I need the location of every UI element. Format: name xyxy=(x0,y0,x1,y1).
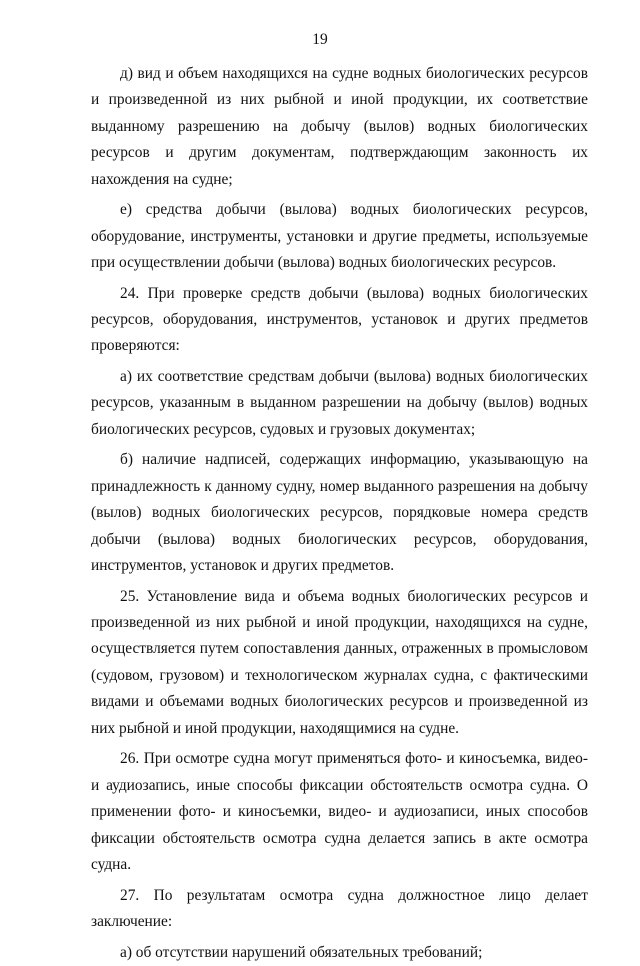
paragraph-item-e: е) средства добычи (вылова) водных биологических ресурсов, оборудование, инструменты, установки и другие предметы, используемые при осуществлении добычи (вылова) водных биологических ресурсов. xyxy=(91,201,588,272)
paragraph-item-a: а) их соответствие средствам добычи (вылова) водных биологических ресурсов, указанным в выданном разрешении на добычу (вылов) водных биологических ресурсов, судовых и грузовых документах; xyxy=(91,368,588,438)
paragraph-clause-27-item-a: а) об отсутствии нарушений обязательных требований; xyxy=(120,943,483,961)
paragraph-clause-25: 25. Установление вида и объема водных биологических ресурсов и произведенной из них рыбной и иной продукции, находящихся на судне, осуществляется путем сопоставления данных, отраженных в промысловом (судовом, грузовом) и технологическом журналах судна, с фактическими видами и объемами водных биологических ресурсов и произведенной из них рыбной и иной продукции, находящимися на судне. xyxy=(91,587,588,737)
paragraph-clause-24: 24. При проверке средств добычи (вылова) водных биологических ресурсов, оборудования, инструментов, установок и других предметов проверяются: xyxy=(91,284,588,355)
paragraph-clause-26: 26. При осмотре судна могут применяться фото- и киносъемка, видео- и аудиозапись, иные способы фиксации обстоятельств осмотра судна. О применении фото- и киносъемки, видео- и аудиозаписи, иных способов фиксации обстоятельств осмотра судна делается запись в акте осмотра судна. xyxy=(91,750,588,873)
paragraph-item-b: б) наличие надписей, содержащих информацию, указывающую на принадлежность к данному судну, номер выданного разрешения на добычу (вылов) водных биологических ресурсов, порядковые номера средств добычи (вылова) водных биологических ресурсов, оборудования, инструментов, установок и других предметов. xyxy=(91,451,588,575)
paragraph-item-d: д) вид и объем находящихся на судне водных биологических ресурсов и произведенной из них рыбной и иной продукции, их соответствие выданному разрешению на добычу (вылов) водных биологических ресурсов и другим документам, подтверждающим законность их нахождения на судне; xyxy=(91,65,588,188)
page-number: 19 xyxy=(312,31,328,48)
document-body xyxy=(91,61,588,966)
paragraph-clause-27: 27. По результатам осмотра судна должностное лицо делает заключение: xyxy=(91,886,588,930)
